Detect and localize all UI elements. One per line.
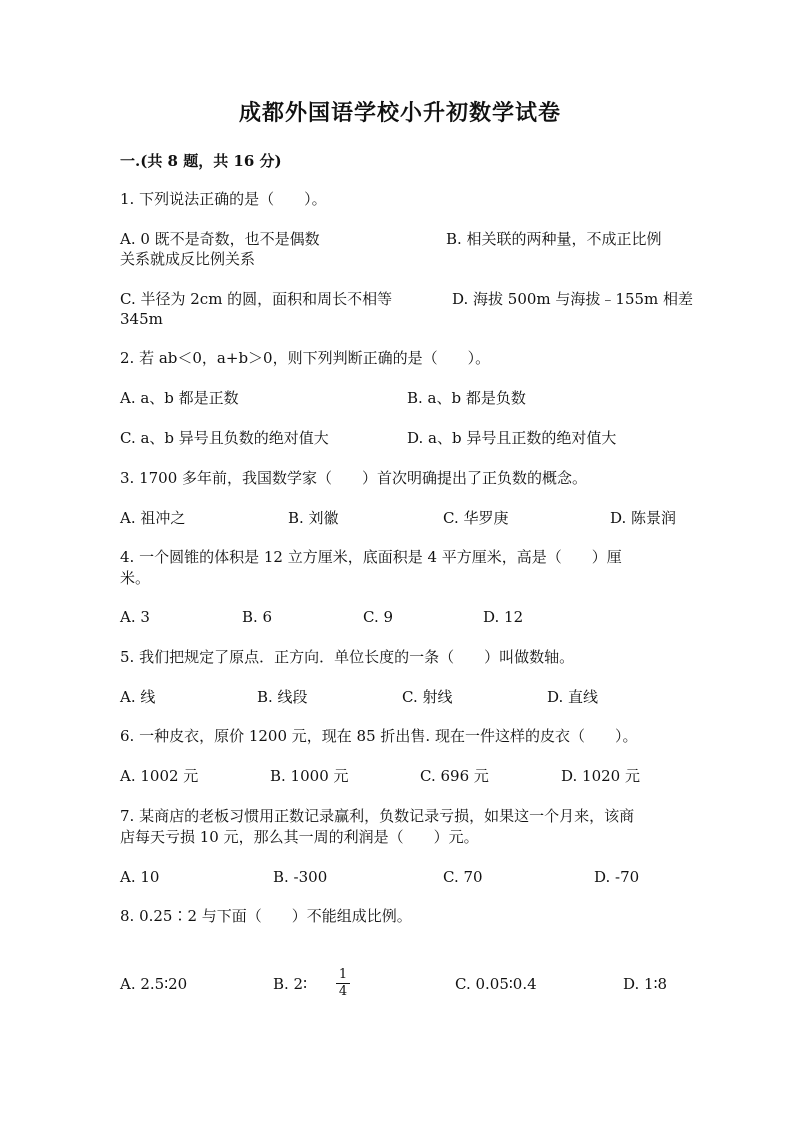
question-3-stem: 3. 1700 多年前，我国数学家（ ）首次明确提出了正负数的概念。: [120, 469, 588, 487]
question-2-option-d: D. a、b 异号且正数的绝对值大: [407, 429, 617, 447]
section-heading: 一.(共 8 题，共 16 分): [120, 152, 282, 170]
question-2-option-c: C. a、b 异号且负数的绝对值大: [120, 429, 329, 447]
question-5-stem: 5. 我们把规定了原点．正方向．单位长度的一条（ ）叫做数轴。: [120, 648, 575, 666]
question-3-option-d: D. 陈景润: [610, 509, 677, 527]
question-1-option-b-continued: 关系就成反比例关系: [120, 250, 256, 268]
question-4-stem-continued: 米。: [120, 569, 151, 587]
question-8-option-b-fraction: [336, 968, 350, 999]
question-3-option-c: C. 华罗庚: [443, 509, 509, 527]
question-8-option-c: C. 0.05∶0.4: [455, 975, 537, 993]
question-1-option-d-continued: 345m: [120, 310, 163, 328]
question-4-option-d: D. 12: [483, 608, 524, 626]
question-7-option-d: D. -70: [594, 868, 640, 886]
question-6-stem: 6. 一种皮衣，原价 1200 元，现在 85 折出售. 现在一件这样的皮衣（ ）。: [120, 727, 638, 745]
question-6-option-c: C. 696 元: [420, 767, 489, 785]
question-7-stem: 7. 某商店的老板习惯用正数记录赢利，负数记录亏损，如果这一个月来，该商: [120, 807, 635, 825]
question-7-option-a: A. 10: [120, 868, 160, 886]
question-2-stem: 2. 若 ab＜0，a+b＞0，则下列判断正确的是（ ）。: [120, 349, 491, 367]
question-4-option-b: B. 6: [242, 608, 273, 626]
page-title: 成都外国语学校小升初数学试卷: [238, 100, 561, 126]
question-7-stem-continued: 店每天亏损 10 元，那么其一周的利润是（ ）元。: [120, 828, 479, 846]
question-1-option-c: C. 半径为 2cm 的圆，面积和周长不相等: [120, 290, 393, 308]
question-6-option-b: B. 1000 元: [270, 767, 349, 785]
question-3-option-b: B. 刘徽: [288, 509, 339, 527]
question-8-stem: 8. 0.25∶2 与下面（ ）不能组成比例。: [120, 907, 412, 925]
question-4-option-a: A. 3: [120, 608, 150, 626]
question-6-option-d: D. 1020 元: [561, 767, 640, 785]
question-3-option-a: A. 祖冲之: [120, 509, 186, 527]
question-5-option-c: C. 射线: [402, 688, 453, 706]
question-6-option-a: A. 1002 元: [120, 767, 199, 785]
question-4-option-c: C. 9: [363, 608, 394, 626]
question-1-stem: 1. 下列说法正确的是（ ）。: [120, 190, 327, 208]
question-7-option-b: B. -300: [273, 868, 328, 886]
question-1-option-b: B. 相关联的两种量，不成正比例: [446, 230, 662, 248]
question-5-option-b: B. 线段: [257, 688, 308, 706]
question-8-option-b: B. 2∶: [273, 975, 308, 993]
fraction-denominator: 4: [338, 984, 348, 999]
question-1-option-a: A. 0 既不是奇数，也不是偶数: [120, 230, 320, 248]
question-8-option-a: A. 2.5∶20: [120, 975, 188, 993]
question-4-stem: 4. 一个圆锥的体积是 12 立方厘米，底面积是 4 平方厘米，高是（ ）厘: [120, 548, 622, 566]
question-2-option-a: A. a、b 都是正数: [120, 389, 239, 407]
question-2-option-b: B. a、b 都是负数: [407, 389, 526, 407]
question-8-option-d: D. 1∶8: [623, 975, 668, 993]
fraction-numerator: 1: [338, 967, 348, 982]
question-5-option-a: A. 线: [120, 688, 156, 706]
question-5-option-d: D. 直线: [547, 688, 599, 706]
question-1-option-d: D. 海拔 500m 与海拔﹣155m 相差: [452, 290, 694, 308]
question-7-option-c: C. 70: [443, 868, 483, 886]
